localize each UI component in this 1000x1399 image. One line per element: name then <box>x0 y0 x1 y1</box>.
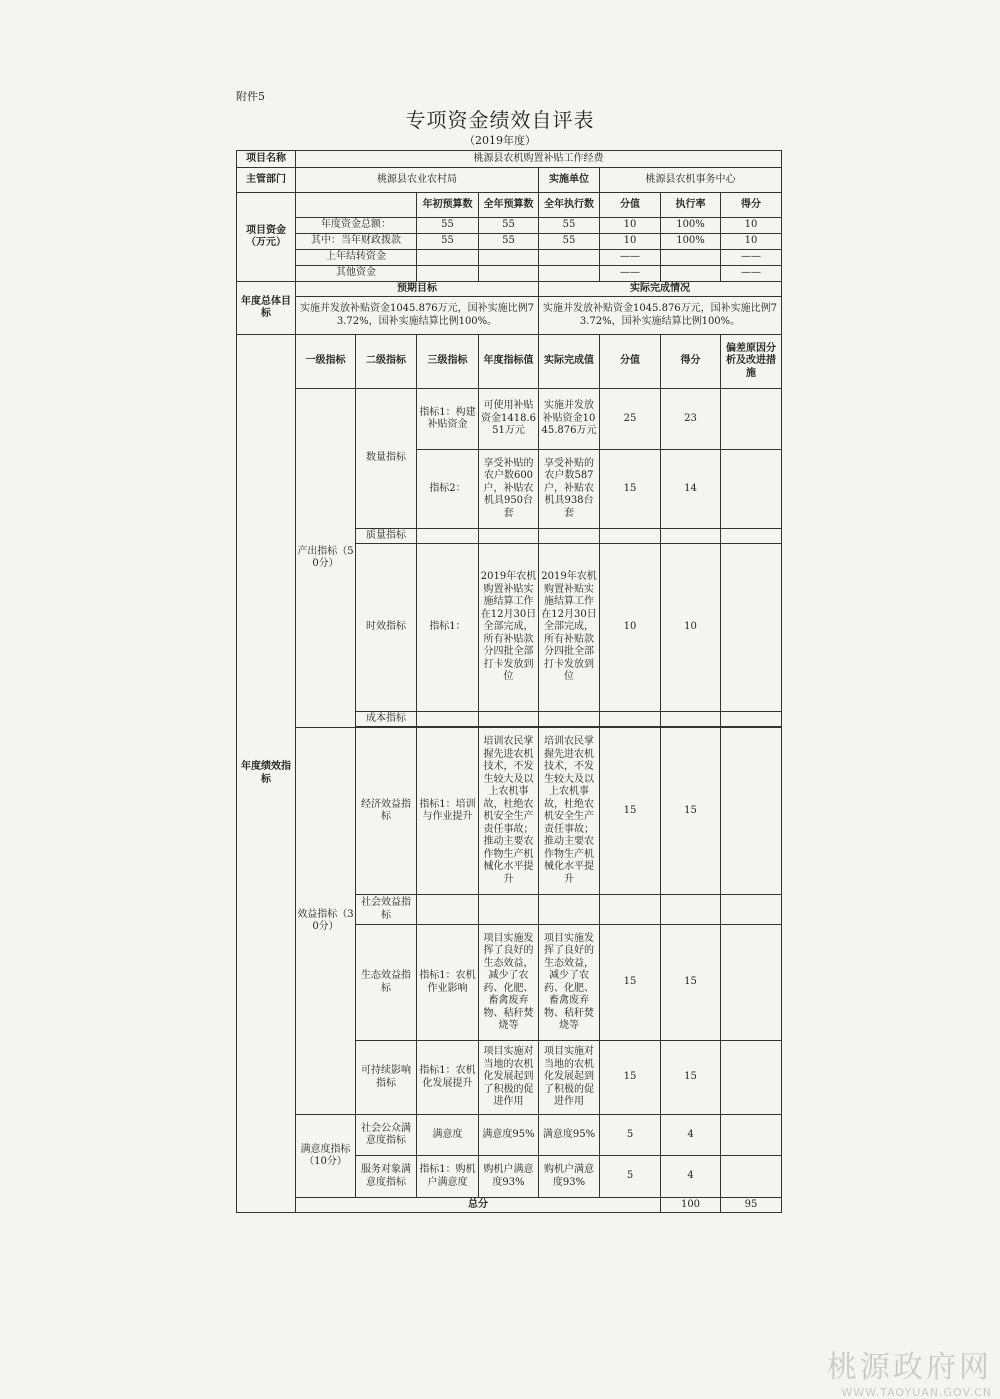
goals-actual-header: 实际完成情况 <box>539 282 782 297</box>
indicator-actual: 培训农民掌握先进农机技术，不发生较大及以上农机事故，杜绝农机安全生产责任事故；推动主要农作物生产机械化水平提升 <box>539 728 600 895</box>
project-name-value: 桃源县农机购置补贴工作经费 <box>296 151 782 168</box>
indicator-deviation <box>721 728 782 895</box>
cost-indicator-label: 成本指标 <box>356 712 417 727</box>
project-name-row <box>237 151 782 168</box>
funds-cell: 55 <box>479 218 539 234</box>
funds-cell: —— <box>600 266 661 282</box>
public-satisfaction-label: 社会公众满意度指标 <box>356 1115 417 1156</box>
funds-cell <box>479 266 539 282</box>
funds-cell: 100% <box>661 218 721 234</box>
indicator-points: 15 <box>600 450 661 529</box>
funds-header-row <box>237 193 782 218</box>
funds-row <box>237 234 782 250</box>
evaluation-table <box>236 150 782 1213</box>
indicator-header: 三级指标 <box>417 335 479 389</box>
indicator-score: 4 <box>661 1115 721 1156</box>
funds-cell <box>539 266 600 282</box>
indicator-name: 指标2： <box>417 450 479 529</box>
funds-cell: —— <box>721 250 782 266</box>
goals-row <box>237 297 782 335</box>
goals-expected: 实施并发放补贴资金1045.876万元，国补实施比例73.72%，国补实施结算比例100%。 <box>296 297 539 335</box>
indicator-target: 项目实施对当地的农机化发展起到了积极的促进作用 <box>479 1041 539 1115</box>
indicator-score: 10 <box>661 544 721 712</box>
goals-expected-header: 预期目标 <box>296 282 539 297</box>
indicator-row <box>237 1115 782 1156</box>
indicator-header: 年度指标值 <box>479 335 539 389</box>
indicator-deviation <box>721 450 782 529</box>
indicator-points: 5 <box>600 1115 661 1156</box>
indicator-score: 4 <box>661 1156 721 1198</box>
ecological-indicator-label: 生态效益指标 <box>356 925 417 1041</box>
funds-header: 得分 <box>721 193 782 218</box>
indicator-points: 10 <box>600 544 661 712</box>
output-indicator-label: 产出指标（50分） <box>296 389 356 728</box>
funds-cell <box>661 266 721 282</box>
indicator-name: 指标1：构建补贴资金 <box>417 389 479 450</box>
funds-cell: 55 <box>479 234 539 250</box>
target-satisfaction-label: 服务对象满意度指标 <box>356 1156 417 1198</box>
indicator-deviation <box>721 389 782 450</box>
indicator-name: 指标1：培训与作业提升 <box>417 728 479 895</box>
indicator-score: 15 <box>661 1041 721 1115</box>
indicator-name: 指标1：购机户满意度 <box>417 1156 479 1198</box>
quantity-indicator-label: 数量指标 <box>356 389 417 529</box>
funds-row-label: 年度资金总额： <box>296 218 417 234</box>
indicator-header: 二级指标 <box>356 335 417 389</box>
funds-cell <box>661 250 721 266</box>
goals-actual: 实施并发放补贴资金1045.876万元，国补实施比例73.72%，国补实施结算比例100%。 <box>539 297 782 335</box>
indicator-score: 15 <box>661 728 721 895</box>
total-score: 95 <box>721 1198 782 1213</box>
funds-cell <box>417 266 479 282</box>
indicator-header: 一级指标 <box>296 335 356 389</box>
indicator-points: 25 <box>600 389 661 450</box>
indicator-row <box>237 728 782 895</box>
indicator-actual: 实施并发放补贴资金1045.876万元 <box>539 389 600 450</box>
indicator-target: 项目实施发挥了良好的生态效益，减少了农药、化肥、畜禽废弃物、秸秆焚烧等 <box>479 925 539 1041</box>
form-title: 专项资金绩效自评表 <box>405 108 595 132</box>
funds-cell: —— <box>600 250 661 266</box>
goals-label: 年度总体目标 <box>237 282 296 335</box>
indicator-actual: 项目实施发挥了良好的生态效益，减少了农药、化肥、畜禽废弃物、秸秆焚烧等 <box>539 925 600 1041</box>
satisfaction-indicator-label: 满意度指标（10分） <box>296 1115 356 1198</box>
funds-cell: 10 <box>721 234 782 250</box>
indicator-points: 15 <box>600 728 661 895</box>
indicator-actual: 项目实施对当地的农机化发展起到了积极的促进作用 <box>539 1041 600 1115</box>
funds-cell: 55 <box>539 218 600 234</box>
watermark-text: 桃源政府网 <box>827 1350 992 1385</box>
funds-cell: 55 <box>417 218 479 234</box>
funds-cell: 55 <box>417 234 479 250</box>
funds-label: 项目资金（万元） <box>237 193 296 282</box>
department-value: 桃源县农业农村局 <box>296 168 539 193</box>
department-row <box>237 168 782 193</box>
indicator-deviation <box>721 1115 782 1156</box>
funds-cell: 10 <box>600 218 661 234</box>
funds-cell <box>417 250 479 266</box>
funds-row-label: 其他资金 <box>296 266 417 282</box>
implementer-label: 实施单位 <box>539 168 600 193</box>
indicator-points: 15 <box>600 925 661 1041</box>
indicator-deviation <box>721 1156 782 1198</box>
funds-cell: 10 <box>600 234 661 250</box>
total-points: 100 <box>661 1198 721 1213</box>
indicator-name: 满意度 <box>417 1115 479 1156</box>
indicator-header: 偏差原因分析及改进措施 <box>721 335 782 389</box>
total-row <box>237 1198 782 1213</box>
funds-header: 全年预算数 <box>479 193 539 218</box>
funds-cell: 100% <box>661 234 721 250</box>
watermark-url: WWW.TAOYUAN.GOV.CN <box>841 1386 992 1399</box>
indicator-actual: 满意度95% <box>539 1115 600 1156</box>
indicator-target: 购机户满意度93% <box>479 1156 539 1198</box>
indicator-target: 2019年农机购置补贴实施结算工作在12月30日全部完成，所有补贴款分四批全部打卡发放到位 <box>479 544 539 712</box>
indicator-row <box>237 389 782 450</box>
indicator-deviation <box>721 544 782 712</box>
watermark <box>827 1342 992 1399</box>
indicators-header-row <box>237 335 782 389</box>
indicator-name: 指标1：农机作业影响 <box>417 925 479 1041</box>
funds-header: 执行率 <box>661 193 721 218</box>
funds-cell <box>479 250 539 266</box>
goals-header-row <box>237 282 782 297</box>
form-year: （2019年度） <box>464 134 536 147</box>
indicator-target: 享受补贴的农户数600户，补贴农机具950台套 <box>479 450 539 529</box>
funds-row <box>237 218 782 234</box>
indicator-score: 15 <box>661 925 721 1041</box>
indicator-actual: 享受补贴的农户数587户，补贴农机具938台套 <box>539 450 600 529</box>
funds-row-label: 其中：当年财政拨款 <box>296 234 417 250</box>
indicator-name: 指标1： <box>417 544 479 712</box>
indicator-header: 分值 <box>600 335 661 389</box>
funds-cell <box>539 250 600 266</box>
implementer-value: 桃源县农机事务中心 <box>600 168 782 193</box>
funds-header-blank <box>296 193 417 218</box>
indicators-label: 年度绩效指标 <box>237 335 296 1213</box>
benefit-indicator-label: 效益指标（30分） <box>296 728 356 1115</box>
indicator-score: 14 <box>661 450 721 529</box>
indicator-points: 15 <box>600 1041 661 1115</box>
funds-row <box>237 250 782 266</box>
indicator-target: 培训农民掌握先进农机技术，不发生较大及以上农机事故，杜绝农机安全生产责任事故；推动主要农作物生产机械化水平提升 <box>479 728 539 895</box>
funds-row-label: 上年结转资金 <box>296 250 417 266</box>
quality-indicator-label: 质量指标 <box>356 529 417 544</box>
indicator-actual: 2019年农机购置补贴实施结算工作在12月30日全部完成，所有补贴款分四批全部打卡发放到位 <box>539 544 600 712</box>
economic-indicator-label: 经济效益指标 <box>356 728 417 895</box>
sustain-indicator-label: 可持续影响指标 <box>356 1041 417 1115</box>
indicator-header: 得分 <box>661 335 721 389</box>
total-label: 总分 <box>296 1198 661 1213</box>
project-name-label: 项目名称 <box>237 151 296 168</box>
funds-header: 年初预算数 <box>417 193 479 218</box>
indicator-score: 23 <box>661 389 721 450</box>
social-indicator-label: 社会效益指标 <box>356 895 417 925</box>
indicator-deviation <box>721 925 782 1041</box>
attachment-label: 附件5 <box>236 90 265 103</box>
timeliness-indicator-label: 时效指标 <box>356 544 417 712</box>
funds-header: 全年执行数 <box>539 193 600 218</box>
funds-row <box>237 266 782 282</box>
funds-header: 分值 <box>600 193 661 218</box>
indicator-target: 可使用补贴资金1418.651万元 <box>479 389 539 450</box>
department-label: 主管部门 <box>237 168 296 193</box>
indicator-points: 5 <box>600 1156 661 1198</box>
funds-cell: 55 <box>539 234 600 250</box>
funds-cell: —— <box>721 266 782 282</box>
indicator-name: 指标1：农机化发展提升 <box>417 1041 479 1115</box>
indicator-target: 满意度95% <box>479 1115 539 1156</box>
indicator-deviation <box>721 1041 782 1115</box>
funds-cell: 10 <box>721 218 782 234</box>
indicator-header: 实际完成值 <box>539 335 600 389</box>
indicator-actual: 购机户满意度93% <box>539 1156 600 1198</box>
